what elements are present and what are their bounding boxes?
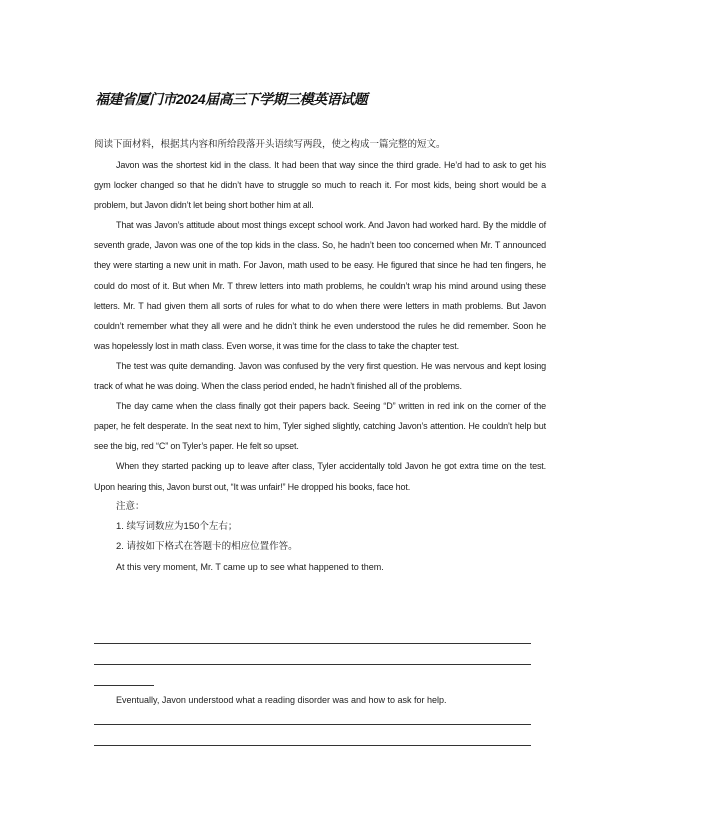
answer-line [94,724,531,725]
notes-heading: 注意： [116,500,145,512]
document-title: 福建省厦门市2024届高三下学期三模英语试题 [95,91,368,107]
story-paragraph: The test was quite demanding. Javon was confused by the very first question. He was nervous and kept losing track of what he was doing. When the class period ended, he hadn’t finished all of the problems. [94,360,546,392]
story-paragraph: That was Javon’s attitude about most things except school work. And Javon had worked hard. By the middle of seventh grade, Javon was one of the top kids in the class. So, he hadn’t been too concerned when Mr. T announced they were starting a new unit in math. For Javon, math used to be easy. He figured that since he had ten fingers, he could do most of it. But when Mr. T threw letters into math problems, he couldn’t wrap his mind around using these letters. Mr. T had given them all sorts of rules for what to do when there were letters in math problems. But Javon couldn’t remember what they all were and he didn’t think he even understood the rules he did remember. Soon he was hopelessly lost in math class. Even worse, it was time for the class to take the chapter test. [94,220,546,351]
story-paragraph: The day came when the class finally got their papers back. Seeing “D” written in red ink on the corner of the paper, he felt desperate. In the seat next to him, Tyler sighed slightly, catching Javon’s attention. He couldn’t help but see the big, red “C” on Tyler’s paper. He felt so upset. [94,401,546,452]
story-paragraph: Javon was the shortest kid in the class. It had been that way since the third grade. He’d had to ask to get his gym locker changed so that he didn’t have to struggle so much to reach it. For most kids, being short would be a problem, but Javon didn’t let being short bother him at all. [94,160,546,211]
note-item: 1. 续写词数应为150个左右； [116,520,238,532]
story-paragraph: When they started packing up to leave after class, Tyler accidentally told Javon he got extra time on the test. Upon hearing this, Javon burst out, “It was unfair!” He dropped his books, face hot. [94,461,546,492]
answer-line [94,643,531,644]
answer-line [94,745,531,746]
answer-line [94,664,531,665]
note-item: 2. 请按如下格式在答题卡的相应位置作答。 [116,540,298,552]
instruction-text: 阅读下面材料，根据其内容和所给段落开头语续写两段，使之构成一篇完整的短文。 [94,139,446,150]
answer-line [94,685,154,686]
paragraph-lead-1: At this very moment, Mr. T came up to see what happened to them. [116,561,384,572]
document-body [94,135,546,577]
paragraph-lead-2: Eventually, Javon understood what a reading disorder was and how to ask for help. [116,695,447,705]
